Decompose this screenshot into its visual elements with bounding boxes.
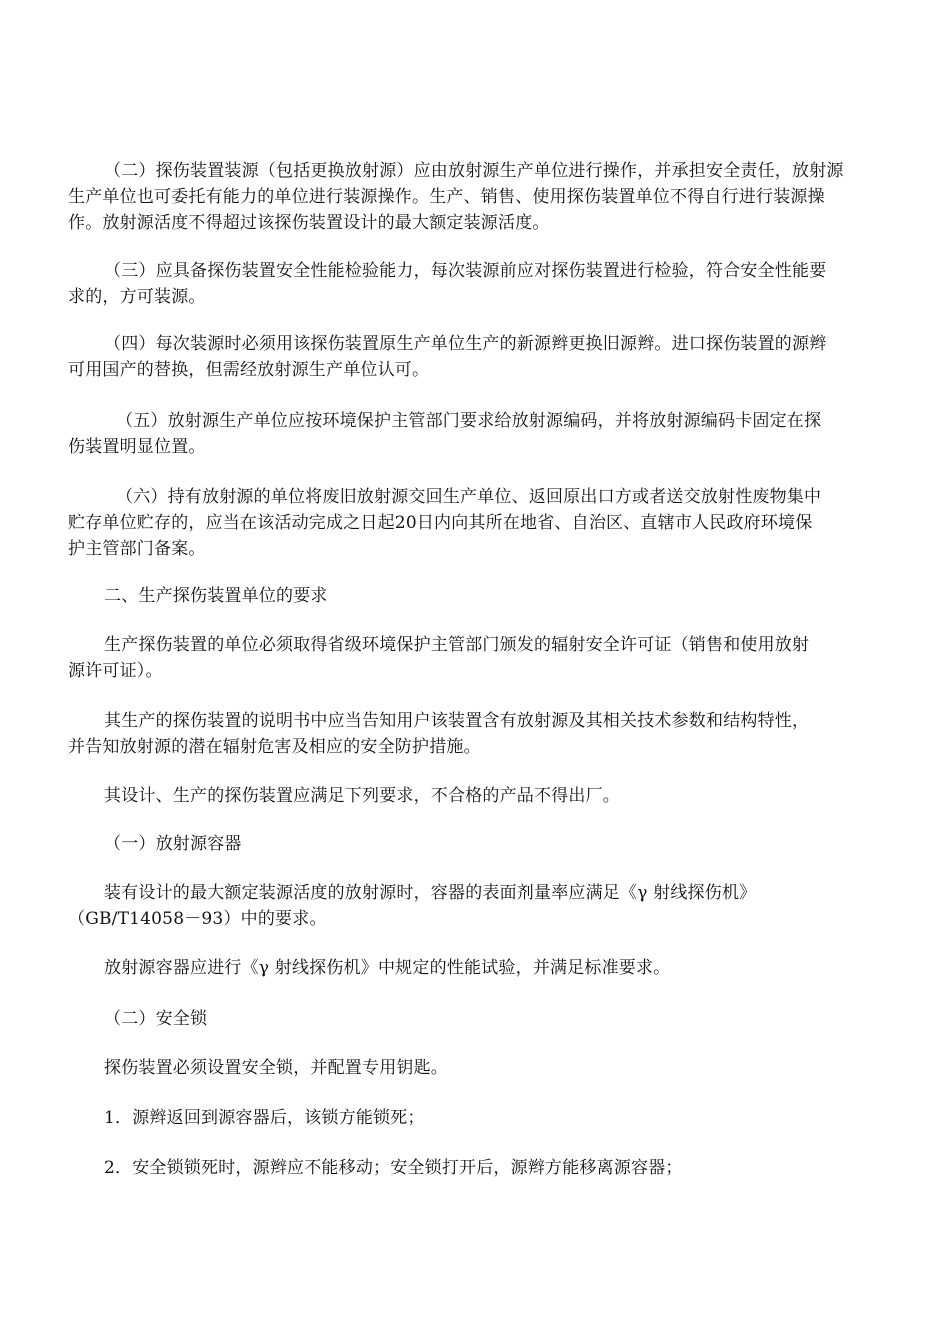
text-line: 2．安全锁锁死时，源辫应不能移动；安全锁打开后，源辫方能移离源容器；: [104, 1158, 683, 1178]
text-line: 求的，方可装源。: [68, 287, 206, 307]
text-line: 作。放射源活度不得超过该探伤装置设计的最大额定装源活度。: [68, 213, 550, 233]
paragraph-design-requirements: [68, 783, 884, 809]
text-line: 源许可证）。: [68, 661, 163, 681]
text-line: 伤装置明显位置。: [68, 437, 206, 457]
text-line: 贮存单位贮存的，应当在该活动完成之日起20日内向其所在地省、自治区、直辖市人民政府环境保: [68, 513, 813, 533]
text-line: （三）应具备探伤装置安全性能检验能力，每次装源前应对探伤装置进行检验，符合安全性能要: [104, 261, 827, 281]
text-line: 二、生产探伤装置单位的要求: [104, 586, 328, 606]
text-line: 1．源辫返回到源容器后，该锁方能锁死；: [104, 1108, 425, 1128]
text-line: 其生产的探伤装置的说明书中应当告知用户该装置含有放射源及其相关技术参数和结构特性，: [104, 711, 810, 731]
text-line: （五）放射源生产单位应按环境保护主管部门要求给放射源编码，并将放射源编码卡固定在探: [116, 411, 822, 431]
section-heading-manufacturer-requirements: [68, 583, 884, 609]
text-line: 探伤装置必须设置安全锁，并配置专用钥匙。: [104, 1058, 448, 1078]
paragraph-dose-rate: [68, 880, 884, 932]
paragraph-waste-source: [68, 484, 884, 562]
text-line: （一）放射源容器: [104, 834, 242, 854]
text-line: （二）探伤装置装源（包括更换放射源）应由放射源生产单位进行操作，并承担安全责任，放射源: [104, 161, 844, 181]
paragraph-loading-source: [68, 158, 884, 236]
text-line: 可用国产的替换，但需经放射源生产单位认可。: [68, 360, 430, 380]
list-item-lock-1: [68, 1105, 884, 1131]
paragraph-source-coding: [68, 408, 884, 460]
text-line: 生产单位也可委托有能力的单位进行装源操作。生产、销售、使用探伤装置单位不得自行进行装源操: [68, 187, 825, 207]
list-item-lock-2: [68, 1155, 884, 1181]
text-line: （二）安全锁: [104, 1009, 208, 1029]
text-line: 装有设计的最大额定装源活度的放射源时，容器的表面剂量率应满足《γ 射线探伤机》: [104, 883, 757, 903]
subheading-source-container: [68, 831, 884, 857]
paragraph-source-pigtail: [68, 331, 884, 383]
text-line: （GB/T14058－93）中的要求。: [68, 909, 327, 929]
text-line: （四）每次装源时必须用该探伤装置原生产单位生产的新源辫更换旧源辫。进口探伤装置的源辫: [104, 334, 827, 354]
paragraph-performance-test: [68, 955, 884, 981]
text-line: 放射源容器应进行《γ 射线探伤机》中规定的性能试验，并满足标准要求。: [104, 958, 671, 978]
text-line: （六）持有放射源的单位将废旧放射源交回生产单位、返回原出口方或者送交放射性废物集中: [116, 487, 822, 507]
text-line: 其设计、生产的探伤装置应满足下列要求，不合格的产品不得出厂。: [104, 786, 620, 806]
paragraph-lock-key: [68, 1055, 884, 1081]
paragraph-license: [68, 632, 884, 684]
text-line: 生产探伤装置的单位必须取得省级环境保护主管部门颁发的辐射安全许可证（销售和使用放射: [104, 635, 810, 655]
paragraph-manual: [68, 708, 884, 760]
text-line: 并告知放射源的潜在辐射危害及相应的安全防护措施。: [68, 737, 481, 757]
paragraph-inspection-capability: [68, 258, 884, 310]
subheading-safety-lock: [68, 1006, 884, 1032]
text-line: 护主管部门备案。: [68, 539, 206, 559]
